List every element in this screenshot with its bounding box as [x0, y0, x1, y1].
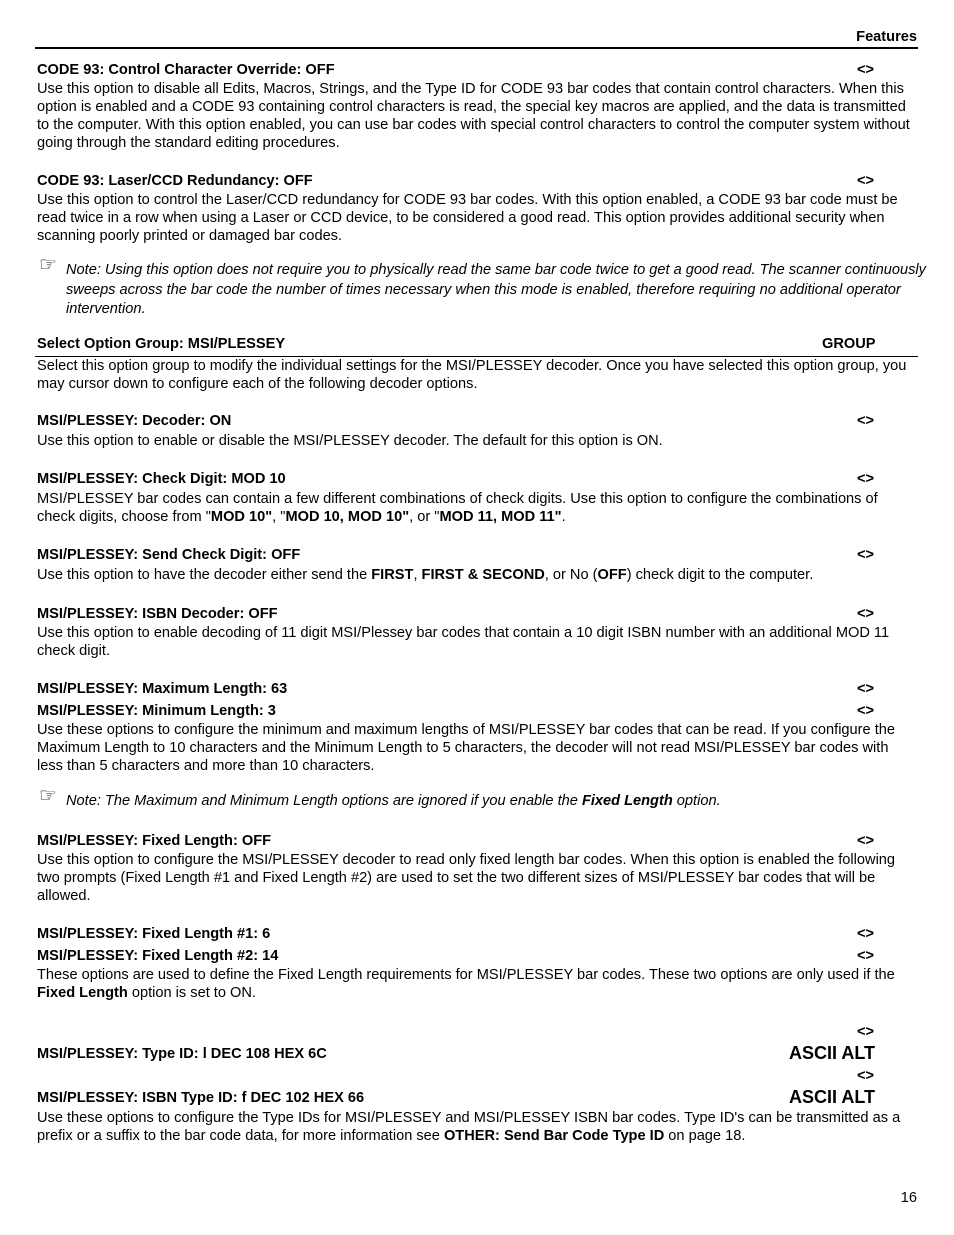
fixed-length-1-toggle-mark: <>	[857, 926, 875, 942]
decoder-toggle-mark: <>	[857, 413, 875, 429]
type-id-toggle-mark: <>	[857, 1024, 875, 1040]
fixed-length-toggle-mark: <>	[857, 833, 875, 849]
check-digit-toggle-mark: <>	[857, 471, 875, 487]
isbn-heading: MSI/PLESSEY: ISBN Decoder: OFF	[37, 606, 278, 622]
length-note: Note: The Maximum and Minimum Length options are ignored if you enable the Fixed Length option.	[66, 793, 721, 809]
length-text: Use these options to configure the minimum and maximum lengths of MSI/PLESSEY bar codes that can be read. If you configure the Maximum Length to 10 characters and the Minimum Length to 5 characters, the decoder will not read MSI/PLESSEY bar codes with less than 5 characters and more than 10 characters.	[37, 722, 895, 774]
min-length-toggle-mark: <>	[857, 703, 875, 719]
min-length-heading: MSI/PLESSEY: Minimum Length: 3	[37, 703, 276, 719]
send-check-text: Use this option to have the decoder either send the FIRST, FIRST & SECOND, or No (OFF) check digit to the computer.	[37, 567, 814, 583]
redundancy-note: Note: Using this option does not require you to physically read the same bar code twice to get a good read. The scanner continuously sweeps across the bar code the number of times necessary when this mode is enabled, therefore requiring no additional operator intervention.	[66, 262, 926, 317]
decoder-heading: MSI/PLESSEY: Decoder: ON	[37, 413, 232, 429]
ctrl-override-text: Use this option to disable all Edits, Macros, Strings, and the Type ID for CODE 93 bar codes that contain control characters. When this option is enabled and a CODE 93 containing control characters is read, the special key macros are applied, and the data is transmitted to the computer. With this option enabled, you can use bar codes with special control characters to control the computer system without going through the standard editing procedures.	[37, 81, 910, 151]
running-header: Features	[856, 29, 917, 45]
group-text: Select this option group to modify the individual settings for the MSI/PLESSEY decoder. Once you have selected this option group, you may cursor down to configure each of the following decoder options.	[37, 358, 907, 392]
group-heading: Select Option Group: MSI/PLESSEY	[37, 336, 286, 352]
header-rule	[35, 47, 918, 49]
ctrl-override-heading: CODE 93: Control Character Override: OFF	[37, 62, 335, 78]
type-id-heading: MSI/PLESSEY: Type ID: l DEC 108 HEX 6C	[37, 1046, 327, 1062]
check-digit-heading: MSI/PLESSEY: Check Digit: MOD 10	[37, 471, 286, 487]
fixed-length-heading: MSI/PLESSEY: Fixed Length: OFF	[37, 833, 272, 849]
max-length-toggle-mark: <>	[857, 681, 875, 697]
group-tag: GROUP	[822, 336, 876, 352]
type-id-text: Use these options to configure the Type IDs for MSI/PLESSEY and MSI/PLESSEY ISBN bar codes. Type ID's can be transmitted as a prefix or a suffix to the bar code data, for more information see OTHER: Send Bar Code Type ID on page 18.	[37, 1110, 901, 1144]
fixed-length-numbers-text: These options are used to define the Fixed Length requirements for MSI/PLESSEY bar codes. These two options are only used if the Fixed Length option is set to ON.	[37, 967, 895, 1001]
isbn-type-id-heading: MSI/PLESSEY: ISBN Type ID: f DEC 102 HEX 66	[37, 1090, 365, 1106]
isbn-type-id-toggle-mark: <>	[857, 1068, 875, 1084]
send-check-heading: MSI/PLESSEY: Send Check Digit: OFF	[37, 547, 301, 563]
max-length-heading: MSI/PLESSEY: Maximum Length: 63	[37, 681, 288, 697]
fixed-length-1-heading: MSI/PLESSEY: Fixed Length #1: 6	[37, 926, 271, 942]
check-digit-text: MSI/PLESSEY bar codes can contain a few different combinations of check digits. Use this option to configure the combinations of check digits, choose from "MOD 10", "MOD 10, MOD 10", or "MOD 11, MOD 11".	[37, 491, 878, 525]
pointing-hand-icon: ☞	[39, 785, 57, 807]
redundancy-heading: CODE 93: Laser/CCD Redundancy: OFF	[37, 173, 313, 189]
ctrl-override-toggle-mark: <>	[857, 62, 875, 78]
isbn-toggle-mark: <>	[857, 606, 875, 622]
fixed-length-text: Use this option to configure the MSI/PLESSEY decoder to read only fixed length bar codes. When this option is enabled the following two prompts (Fixed Length #1 and Fixed Length #2) are used to set the two different sizes of MSI/PLESSEY bar codes that will be allowed.	[37, 852, 896, 904]
redundancy-text: Use this option to control the Laser/CCD redundancy for CODE 93 bar codes. With this option enabled, a CODE 93 bar code must be read twice in a row when using a Laser or CCD device, to be considered a good read. This option provides additional security when scanning poorly printed or damaged bar codes.	[37, 192, 898, 244]
type-id-ascii-alt: ASCII ALT	[789, 1043, 875, 1063]
fixed-length-2-heading: MSI/PLESSEY: Fixed Length #2: 14	[37, 948, 279, 964]
page-number: 16	[900, 1190, 917, 1206]
pointing-hand-icon: ☞	[39, 254, 57, 276]
send-check-toggle-mark: <>	[857, 547, 875, 563]
redundancy-toggle-mark: <>	[857, 173, 875, 189]
isbn-type-id-ascii-alt: ASCII ALT	[789, 1087, 875, 1107]
fixed-length-2-toggle-mark: <>	[857, 948, 875, 964]
isbn-text: Use this option to enable decoding of 11 digit MSI/Plessey bar codes that contain a 10 digit ISBN number with an additional MOD 11 check digit.	[37, 625, 890, 659]
decoder-text: Use this option to enable or disable the MSI/PLESSEY decoder. The default for this option is ON.	[37, 433, 663, 449]
